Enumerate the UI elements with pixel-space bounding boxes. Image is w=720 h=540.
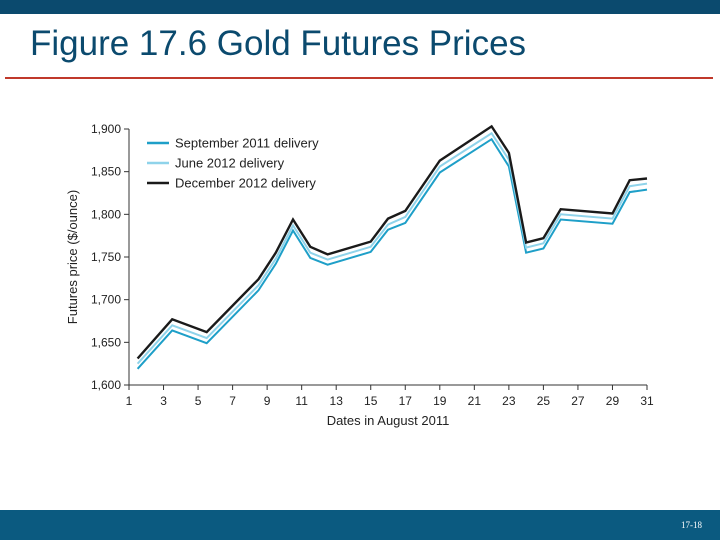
x-tick-label: 31: [640, 394, 654, 408]
x-tick-label: 29: [605, 394, 620, 408]
page-number: 17-18: [681, 520, 702, 530]
x-tick-label: 19: [433, 394, 447, 408]
y-tick-label: 1,700: [90, 292, 121, 307]
x-tick-label: 1: [125, 394, 133, 408]
legend-label-1: September 2011 delivery: [175, 135, 319, 151]
series-line-1: [138, 139, 647, 369]
x-tick-label: 5: [194, 394, 202, 408]
x-tick-label: 15: [364, 394, 378, 408]
x-tick-label: 21: [467, 394, 482, 408]
slide-title: Figure 17.6 Gold Futures Prices: [30, 24, 527, 63]
legend-label-3: December 2012 delivery: [175, 175, 316, 191]
gold-futures-chart: [55, 105, 665, 440]
x-tick-label: 11: [295, 394, 308, 408]
x-tick-label: 23: [502, 394, 516, 408]
bottom-banner: [0, 510, 720, 540]
x-tick-label: 13: [329, 394, 343, 408]
x-tick-label: 27: [571, 394, 585, 408]
y-tick-label: 1,850: [90, 164, 121, 179]
y-tick-label: 1,600: [90, 378, 121, 392]
title-underline: [5, 77, 713, 79]
x-tick-label: 25: [536, 394, 551, 408]
y-tick-label: 1,750: [90, 250, 121, 264]
x-tick-label: 7: [229, 394, 236, 408]
y-axis-label: Futures price ($/ounce): [65, 189, 80, 325]
x-axis-label: Dates in August 2011: [326, 413, 450, 428]
x-tick-label: 17: [398, 394, 412, 408]
y-tick-label: 1,650: [90, 335, 121, 350]
x-tick-label: 9: [263, 394, 271, 408]
y-tick-label: 1,900: [90, 122, 121, 136]
top-banner: [0, 0, 720, 14]
y-tick-label: 1,800: [90, 207, 121, 222]
legend-label-2: June 2012 delivery: [175, 155, 285, 171]
x-tick-label: 3: [160, 394, 167, 408]
chart-legend: [147, 136, 319, 191]
